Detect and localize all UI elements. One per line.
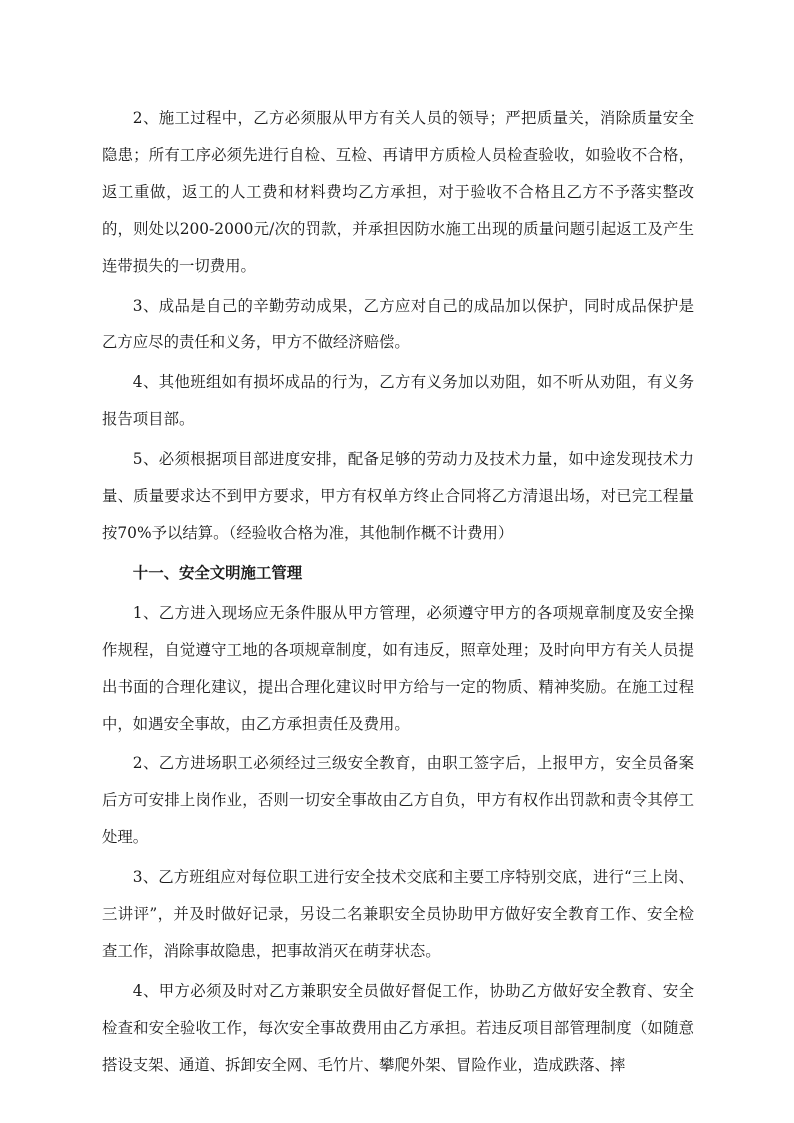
paragraph-labor-allocation: 5、必须根据项目部进度安排，配备足够的劳动力及技术力量，如中途发现技术力量、质量要求达不到甲方要求，甲方有权单方终止合同将乙方清退出场，对已完工程量按70%予以结算。（经验收合格为准，其他制作概不计费用） (102, 450, 694, 542)
paragraph-site-management: 1、乙方进入现场应无条件服从甲方管理，必须遵守甲方的各项规章制度及安全操作规程，自觉遵守工地的各项规章制度，如有违反，照章处理；及时向甲方有关人员提出书面的合理化建议，提出合理化建议时甲方给与一定的物质、精神奖励。在施工过程中，如遇安全事故，由乙方承担责任及费用。 (102, 603, 694, 733)
paragraph-quality-control: 2、施工过程中，乙方必须服从甲方有关人员的领导；严把质量关，消除质量安全隐患；所有工序必须先进行自检、互检、再请甲方质检人员检查验收，如验收不合格，返工重做，返工的人工费和材料费均乙方承担，对于验收不合格且乙方不予落实整改的，则处以200-2000元/次的罚款，并承担因防水施工出现的质量问题引起返工及产生连带损失的一切费用。 (102, 109, 694, 275)
paragraph-safety-supervision: 4、甲方必须及时对乙方兼职安全员做好督促工作，协助乙方做好安全教育、安全检查和安全验收工作，每次安全事故费用由乙方承担。若违反项目部管理制度（如随意搭设支架、通道、拆卸安全网、毛竹片、攀爬外架、冒险作业，造成跌落、摔 (102, 981, 694, 1074)
section-heading: 十一、安全文明施工管理 (132, 563, 303, 582)
paragraph-safety-briefing: 3、乙方班组应对每位职工进行安全技术交底和主要工序特别交底，进行“三上岗、三讲评”，并及时做好记录，另设二名兼职安全员协助甲方做好安全教育工作、安全检查工作，消除事故隐患，把事故消灭在萌芽状态。 (102, 868, 694, 960)
paragraph-safety-education: 2、乙方进场职工必须经过三级安全教育，由职工签字后，上报甲方，安全员备案后方可安排上岗作业，否则一切安全事故由乙方自负，甲方有权作出罚款和责令其停工处理。 (102, 754, 694, 847)
paragraph-damage-reporting: 4、其他班组如有损坏成品的行为，乙方有义务加以劝阻，如不听从劝阻，有义务报告项目部。 (102, 373, 694, 429)
document-body (102, 100, 694, 1087)
paragraph-product-protection: 3、成品是自己的辛勤劳动成果，乙方应对自己的成品加以保护，同时成品保护是乙方应尽的责任和义务，甲方不做经济赔偿。 (102, 296, 694, 352)
